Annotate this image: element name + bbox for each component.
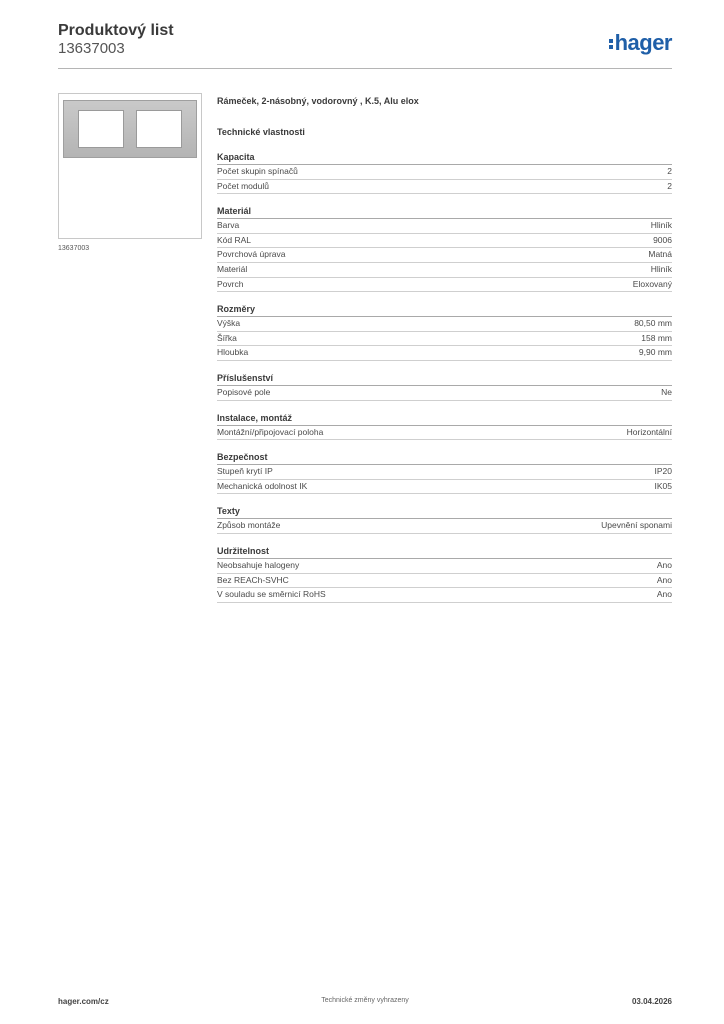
spec-row [217, 426, 672, 441]
page-title: Produktový list [58, 22, 174, 39]
spec-label: Počet skupin spínačů [217, 166, 298, 176]
spec-row [217, 574, 672, 589]
spec-label: Šířka [217, 332, 237, 343]
spec-section-title: Bezpečnost [217, 452, 672, 465]
spec-label: Mechanická odolnost IK [217, 480, 308, 491]
spec-row [217, 219, 672, 234]
spec-section [217, 373, 672, 401]
spec-value: 2 [667, 166, 672, 176]
spec-section-title: Texty [217, 506, 672, 519]
spec-label: Barva [217, 220, 240, 231]
logo-dots-icon [609, 37, 613, 51]
spec-row [217, 465, 672, 480]
spec-row [217, 278, 672, 293]
product-code: 13637003 [58, 40, 125, 57]
spec-value: 9,90 mm [638, 347, 672, 358]
spec-row [217, 263, 672, 278]
header-divider [58, 68, 672, 69]
logo-text: hager [614, 30, 672, 55]
spec-row [217, 317, 672, 332]
spec-sections [217, 152, 672, 603]
spec-value: Horizontální [626, 426, 672, 437]
footer-date: 03.04.2026 [631, 997, 672, 1006]
spec-row [217, 559, 672, 574]
spec-value: IP20 [654, 466, 672, 477]
spec-row [217, 588, 672, 603]
spec-label: Hloubka [217, 347, 249, 358]
spec-label: Materiál [217, 263, 248, 274]
product-image [58, 93, 202, 239]
tech-properties-title: Technické vlastnosti [217, 127, 305, 137]
spec-section [217, 506, 672, 534]
spec-section-title: Udržitelnost [217, 546, 672, 559]
spec-value: 9006 [653, 234, 672, 245]
footer-note: Technické změny vyhrazeny [321, 997, 409, 1004]
spec-label: Montážní/připojovací poloha [217, 426, 324, 437]
spec-section-title: Instalace, montáž [217, 413, 672, 426]
spec-row [217, 165, 672, 180]
spec-value: Ne [661, 386, 672, 397]
spec-label: V souladu se směrnicí RoHS [217, 589, 326, 600]
spec-label: Počet modulů [217, 180, 269, 191]
spec-section [217, 413, 672, 441]
spec-value: Matná [648, 249, 672, 260]
spec-label: Neobsahuje halogeny [217, 559, 300, 570]
spec-label: Povrch [217, 278, 244, 289]
product-name: Rámeček, 2-násobný, vodorovný , K.5, Alu elox [217, 96, 419, 106]
spec-value: Upevnění sponami [601, 520, 672, 531]
spec-value: Ano [656, 559, 672, 570]
spec-row [217, 234, 672, 249]
frame-opening-left [78, 110, 124, 148]
spec-value: Hliník [650, 220, 672, 231]
spec-value: IK05 [654, 480, 672, 491]
spec-row [217, 346, 672, 361]
frame-opening-right [136, 110, 182, 148]
page-header [58, 22, 174, 57]
spec-row [217, 332, 672, 347]
frame-illustration [63, 100, 197, 158]
spec-section-title: Příslušenství [217, 373, 672, 386]
spec-label: Stupeň krytí IP [217, 466, 273, 477]
image-caption: 13637003 [58, 245, 90, 252]
spec-section [217, 206, 672, 292]
spec-label: Bez REACh-SVHC [217, 574, 289, 585]
spec-section [217, 152, 672, 194]
spec-value: 80,50 mm [634, 318, 672, 329]
spec-label: Popisové pole [217, 386, 271, 397]
spec-row [217, 180, 672, 195]
hager-logo [609, 30, 672, 56]
spec-section-title: Kapacita [217, 152, 672, 165]
spec-label: Kód RAL [217, 234, 252, 245]
spec-row [217, 248, 672, 263]
spec-row [217, 386, 672, 401]
spec-row [217, 480, 672, 495]
spec-section-title: Materiál [217, 206, 672, 219]
spec-label: Povrchová úprava [217, 249, 286, 260]
spec-row [217, 519, 672, 534]
spec-value: Ano [656, 589, 672, 600]
spec-section [217, 452, 672, 494]
footer-website[interactable]: hager.com/cz [58, 997, 109, 1006]
spec-section [217, 546, 672, 603]
spec-value: 2 [667, 180, 672, 191]
spec-value: Eloxovaný [632, 278, 672, 289]
spec-section-title: Rozměry [217, 304, 672, 317]
spec-label: Způsob montáže [217, 520, 281, 531]
spec-label: Výška [217, 318, 241, 329]
spec-value: 158 mm [641, 332, 672, 343]
product-details [217, 96, 672, 615]
spec-section [217, 304, 672, 361]
spec-value: Ano [656, 574, 672, 585]
spec-value: Hliník [650, 263, 672, 274]
